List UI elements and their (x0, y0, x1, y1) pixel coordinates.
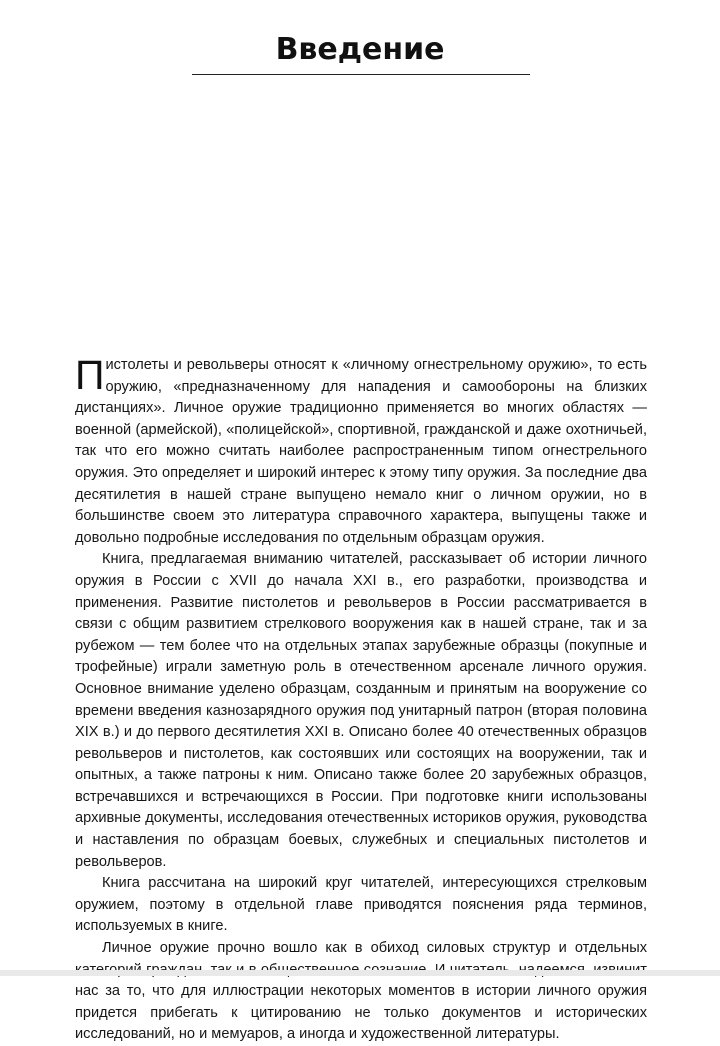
intro-text (75, 352, 647, 1046)
paragraph-4: Личное оружие прочно вошло как в обиход силовых структур и отдельных нас за то, что для иллюстрации некоторых моментов в истории личного оружия придется прибегать к цитированию не только документов и исторических исследований, но и мемуаров, а иногда и художественной литературы. (75, 940, 647, 1043)
paragraph-3: Книга рассчитана на широкий круг читателей, интересующихся стрелковым оружием, поэтому в отдельной главе приводятся пояснения ряда терминов, используемых в книге. (75, 875, 647, 935)
drop-cap: П (75, 352, 105, 398)
paragraph-1 (75, 352, 647, 549)
page-title: Введение (275, 32, 445, 67)
paragraph-2: Книга, предлагаемая вниманию читателей, рассказывает об истории личного оружия в России с XVII до начала XXI в., его разработки, производства и применения. Развитие пистолетов и револьверов в России рассматривается в связи с общим развитием стрелкового вооружения как в нашей стране, так и за рубежом — тем более что на отдельных этапах зарубежные образцы (покупные и трофейные) играли заметную роль в отечественном арсенале личного оружия. Основное внимание уделено образцам, созданным и принятым на вооружение со времени введения казнозарядного оружия под унитарный патрон (вторая половина XIX в.) и до первого десятилетия XXI в. Описано более 40 отечественных образцов револьверов и пистолетов, как состоявших или состоящих на вооружении, так и опытных, а также патроны к ним. Описано также более 20 зарубежных образцов, встречавшихся и встречающихся в России. При подготовке книги использованы архивные документы, исследования отечественных историков оружия, руководства и наставления по образцам боевых, служебных и специальных пистолетов и револьверов. (75, 551, 647, 870)
page-bottom-edge (0, 970, 720, 976)
paragraph-1-text: истолеты и револьверы относят к «личному огнестрельному оружию», то есть оружию, «предназначенному для нападения и самообороны на близких дистанциях». Личное оружие традиционно применяется во многих областях — военной (армейской), «полицейской», спортивной, гражданской и даже охотничьей, так что его можно считать наиболее распространенным типом огнестрельного оружия. Это определяет и широкий интерес к этому типу оружия. За последние два десятилетия в нашей стране выпущено немало книг о личном оружии, но в большинстве своем это литература справочного характера, выпущены также и довольно подробные исследования по отдельным образцам оружия. (75, 357, 647, 546)
title-underline (192, 74, 530, 75)
